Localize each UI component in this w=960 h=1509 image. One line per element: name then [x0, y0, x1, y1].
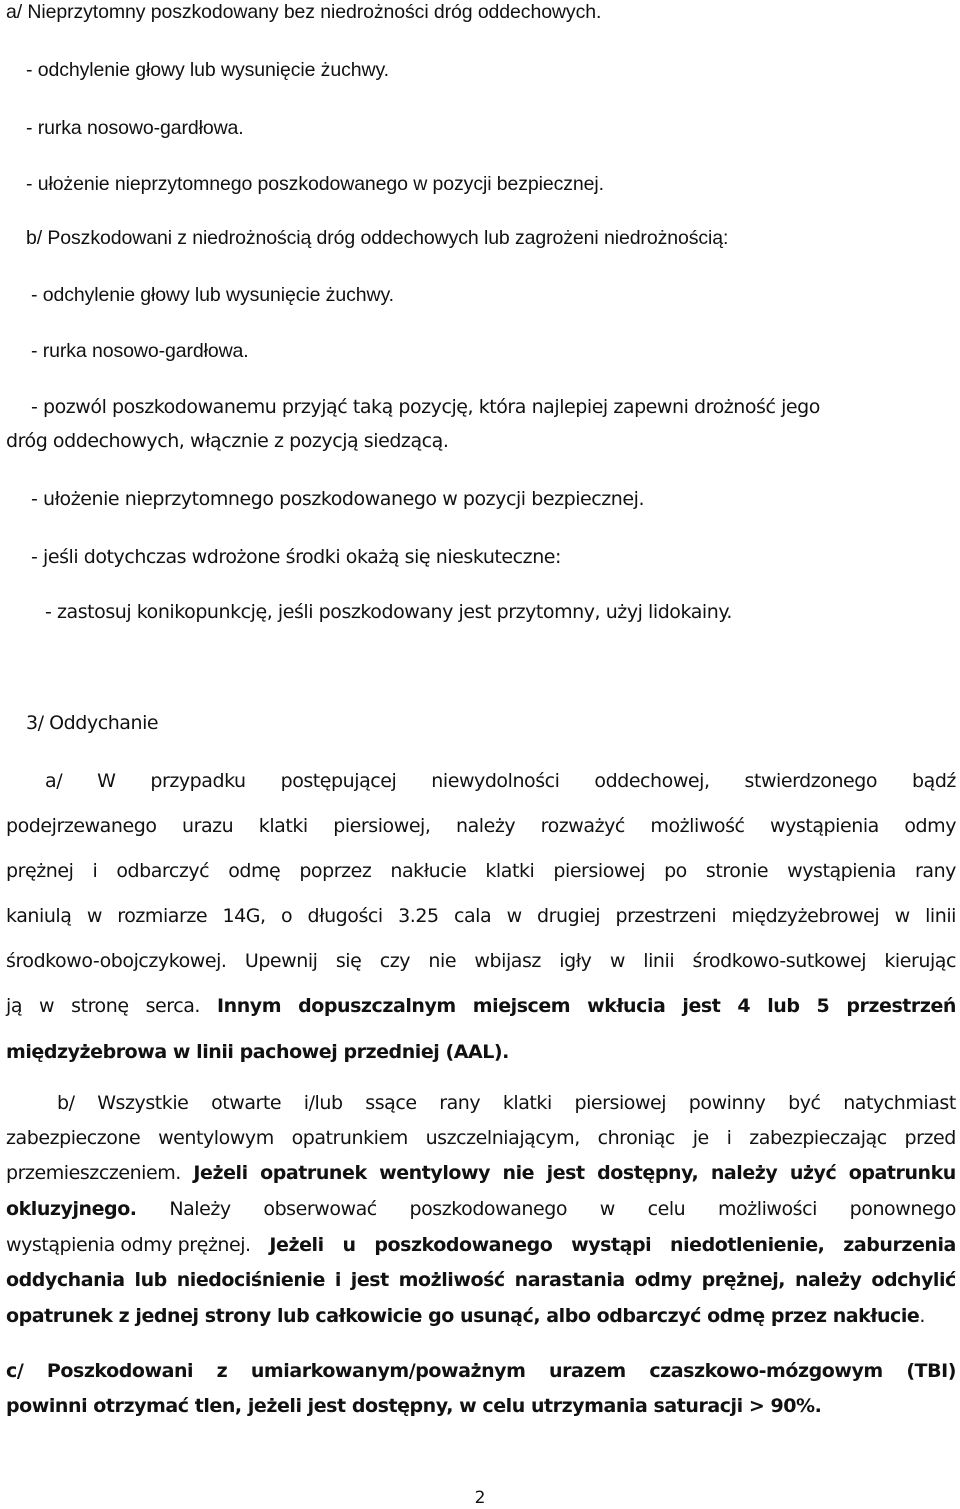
section-a-heading: a/ Nieprzytomny poszkodowany bez niedrożności dróg oddechowych. — [6, 1, 602, 23]
word: poszkodowanego — [409, 1198, 568, 1220]
bold-word: Jeżeli — [269, 1234, 324, 1256]
section-b-item: - ułożenie nieprzytomnego poszkodowanego w pozycji bezpiecznej. — [31, 488, 645, 510]
bold-word: lub — [767, 995, 800, 1017]
bold-word: niedociśnienie — [176, 1269, 325, 1291]
para-b-line-last — [6, 1307, 925, 1326]
word: linii — [925, 905, 956, 927]
word: przemieszczeniem. — [6, 1162, 181, 1184]
section-b-item-continuation: dróg oddechowych, włącznie z pozycją siedzącą. — [6, 430, 449, 452]
word: obserwować — [263, 1198, 377, 1220]
word: nie — [428, 950, 457, 972]
para-a-line — [6, 862, 956, 881]
section-b-item: - odchylenie głowy lub wysunięcie żuchwy. — [31, 284, 394, 306]
word: a/ — [45, 770, 63, 792]
word: je — [692, 1127, 709, 1149]
word: cala — [453, 905, 492, 927]
bold-word: zaburzenia — [843, 1234, 956, 1256]
bold-word: należy — [710, 1162, 778, 1184]
period: . — [919, 1305, 925, 1327]
para-a-line — [6, 997, 956, 1016]
word: bądź — [912, 770, 956, 792]
bold-word: niedotlenienie, — [670, 1234, 825, 1256]
word: W — [97, 770, 116, 792]
word: i — [92, 860, 98, 882]
word: w — [86, 905, 102, 927]
bold-word: czaszkowo-mózgowym — [649, 1360, 883, 1382]
word: po — [664, 860, 687, 882]
bold-word: jest — [682, 995, 721, 1017]
word: igły — [559, 950, 592, 972]
bold-word: miejscem — [472, 995, 571, 1017]
bold-word: możliwość — [398, 1269, 505, 1291]
para-c-line — [6, 1362, 956, 1381]
word: i/lub — [303, 1092, 343, 1114]
word: rozważyć — [540, 815, 625, 837]
para-a-line — [45, 772, 956, 791]
section-a-item: - ułożenie nieprzytomnego poszkodowanego w pozycji bezpiecznej. — [26, 173, 604, 195]
word: 14G, — [222, 905, 266, 927]
bold-word: z — [216, 1360, 228, 1382]
para-b-line — [6, 1200, 956, 1219]
word: piersiowej — [553, 860, 646, 882]
word: w — [506, 905, 522, 927]
word: wystąpienia — [770, 815, 879, 837]
word: urazu — [182, 815, 234, 837]
bold-word: odmy — [634, 1269, 692, 1291]
word: drugiej — [537, 905, 601, 927]
para-a-line — [6, 952, 956, 971]
bold-word: (TBI) — [906, 1360, 956, 1382]
word: zabezpieczając — [749, 1127, 887, 1149]
word: środkowo-obojczykowej. — [6, 950, 227, 972]
bold-word: oddychania — [6, 1269, 125, 1291]
bold-word: c/ — [6, 1360, 24, 1382]
bold-word: poszkodowanego — [374, 1234, 553, 1256]
word: otwarte — [211, 1092, 282, 1114]
word: natychmiast — [843, 1092, 956, 1114]
bold-word: dopuszczalnym — [298, 995, 456, 1017]
bold-word: należy — [794, 1269, 862, 1291]
page-number: 2 — [474, 1488, 486, 1508]
word: niewydolności — [431, 770, 560, 792]
para-c-line-last: powinni otrzymać tlen, jeżeli jest dostępny, w celu utrzymania saturacji > 90%. — [6, 1395, 822, 1417]
para-b-line — [6, 1129, 956, 1148]
bold-word: wkłucia — [587, 995, 666, 1017]
word: uszczelniającym, — [425, 1127, 580, 1149]
bold-word: jest — [350, 1269, 389, 1291]
word: postępującej — [280, 770, 397, 792]
word: wentylowym — [158, 1127, 274, 1149]
word: klatki — [502, 1092, 552, 1114]
word: kierując — [884, 950, 956, 972]
word: w — [609, 950, 625, 972]
word: stronie — [705, 860, 769, 882]
word: wystąpienia — [787, 860, 896, 882]
word: serca. — [145, 995, 200, 1017]
section-b-item: - rurka nosowo-gardłowa. — [31, 340, 249, 362]
bold-word: okluzyjnego. — [6, 1198, 137, 1220]
word: nakłucie — [390, 860, 467, 882]
word: przed — [904, 1127, 956, 1149]
para-b-line — [6, 1236, 956, 1255]
word: być — [788, 1092, 821, 1114]
bold-word: Poszkodowani — [46, 1360, 194, 1382]
word: Należy — [169, 1198, 231, 1220]
word: Wszystkie — [97, 1092, 189, 1114]
word: w — [894, 905, 910, 927]
para-a-line — [6, 907, 956, 926]
section-a-item: - odchylenie głowy lub wysunięcie żuchwy. — [26, 59, 389, 81]
word: celu — [647, 1198, 686, 1220]
bold-word: 5 — [816, 995, 830, 1017]
word: oddechowej, — [594, 770, 710, 792]
para-a-line-last: międzyżebrowa w linii pachowej przedniej (AAL). — [6, 1041, 509, 1063]
bold-word: umiarkowanym/poważnym — [250, 1360, 526, 1382]
para-b-line — [6, 1271, 956, 1290]
section-b-item: - pozwól poszkodowanemu przyjąć taką pozycję, która najlepiej zapewni drożność jego — [31, 396, 820, 418]
word: zabezpieczone — [6, 1127, 141, 1149]
word: odbarczyć — [116, 860, 210, 882]
para-b-line — [57, 1094, 956, 1113]
bold-word: prężnej, — [701, 1269, 786, 1291]
section-b-item: - jeśli dotychczas wdrożone środki okażą się nieskuteczne: — [31, 546, 561, 568]
word: przypadku — [150, 770, 246, 792]
word: chroniąc — [597, 1127, 675, 1149]
word: wystąpienia odmy prężnej. — [6, 1234, 251, 1256]
word: klatki — [485, 860, 535, 882]
word: b/ — [57, 1092, 75, 1114]
bold-word: wentylowy — [379, 1162, 491, 1184]
word: należy — [455, 815, 516, 837]
word: opatrunkiem — [291, 1127, 408, 1149]
word: wbijasz — [474, 950, 541, 972]
word: czy — [379, 950, 411, 972]
word: w — [39, 995, 55, 1017]
section-b-heading: b/ Poszkodowani z niedrożnością dróg oddechowych lub zagrożeni niedrożnością: — [26, 227, 729, 249]
bold-word: 4 — [737, 995, 751, 1017]
word: ssące — [365, 1092, 417, 1114]
bold-word: nie — [502, 1162, 535, 1184]
word: długości — [307, 905, 383, 927]
word: prężnej — [6, 860, 74, 882]
word: stronę — [71, 995, 129, 1017]
word: ją — [6, 995, 23, 1017]
word: możliwość — [650, 815, 745, 837]
word: i — [726, 1127, 732, 1149]
bold-word: dostępny, — [597, 1162, 699, 1184]
section-b-item: - zastosuj konikopunkcję, jeśli poszkodowany jest przytomny, użyj lidokainy. — [45, 601, 732, 623]
word: odmę — [228, 860, 281, 882]
bold-word: lub — [134, 1269, 167, 1291]
section-a-item: - rurka nosowo-gardłowa. — [26, 117, 244, 139]
bold-word: Innym — [217, 995, 282, 1017]
word: 3.25 — [398, 905, 439, 927]
word: piersiowej — [574, 1092, 667, 1114]
bold-word: narastania — [514, 1269, 625, 1291]
word: stwierdzonego — [744, 770, 878, 792]
para-a-line — [6, 817, 956, 836]
word: piersiowej, — [333, 815, 431, 837]
word: w — [599, 1198, 615, 1220]
word: klatki — [258, 815, 308, 837]
word: poprzez — [299, 860, 372, 882]
bold-word: opatrunek — [260, 1162, 367, 1184]
bold-word: użyć — [789, 1162, 837, 1184]
word: odmy — [904, 815, 956, 837]
bold-word: urazem — [549, 1360, 626, 1382]
bold-word: wystąpi — [571, 1234, 652, 1256]
word: ponownego — [849, 1198, 956, 1220]
word: przestrzeni — [615, 905, 717, 927]
word: środkowo-sutkowej — [692, 950, 867, 972]
word: rany — [915, 860, 956, 882]
word: rany — [439, 1092, 481, 1114]
word: o — [280, 905, 293, 927]
para-b-line — [6, 1164, 956, 1183]
word: międzyżebrowej — [731, 905, 880, 927]
bold-word: Jeżeli — [193, 1162, 248, 1184]
bold-word: przestrzeń — [846, 995, 956, 1017]
bold-word: u — [342, 1234, 356, 1256]
word: powinny — [688, 1092, 766, 1114]
word: podejrzewanego — [6, 815, 157, 837]
bold-word: odchylić — [871, 1269, 956, 1291]
word: możliwości — [717, 1198, 817, 1220]
word: rozmiarze — [117, 905, 208, 927]
bold-word: jest — [546, 1162, 585, 1184]
word: Upewnij — [244, 950, 318, 972]
word: kaniulą — [6, 905, 72, 927]
section-3-title: 3/ Oddychanie — [26, 712, 159, 734]
word: linii — [643, 950, 675, 972]
bold-word: i — [334, 1269, 341, 1291]
bold-word: opatrunku — [848, 1162, 956, 1184]
word: się — [335, 950, 362, 972]
bold-text: opatrunek z jednej strony lub całkowicie go usunąć, albo odbarczyć odmę przez nakłucie — [6, 1305, 920, 1327]
